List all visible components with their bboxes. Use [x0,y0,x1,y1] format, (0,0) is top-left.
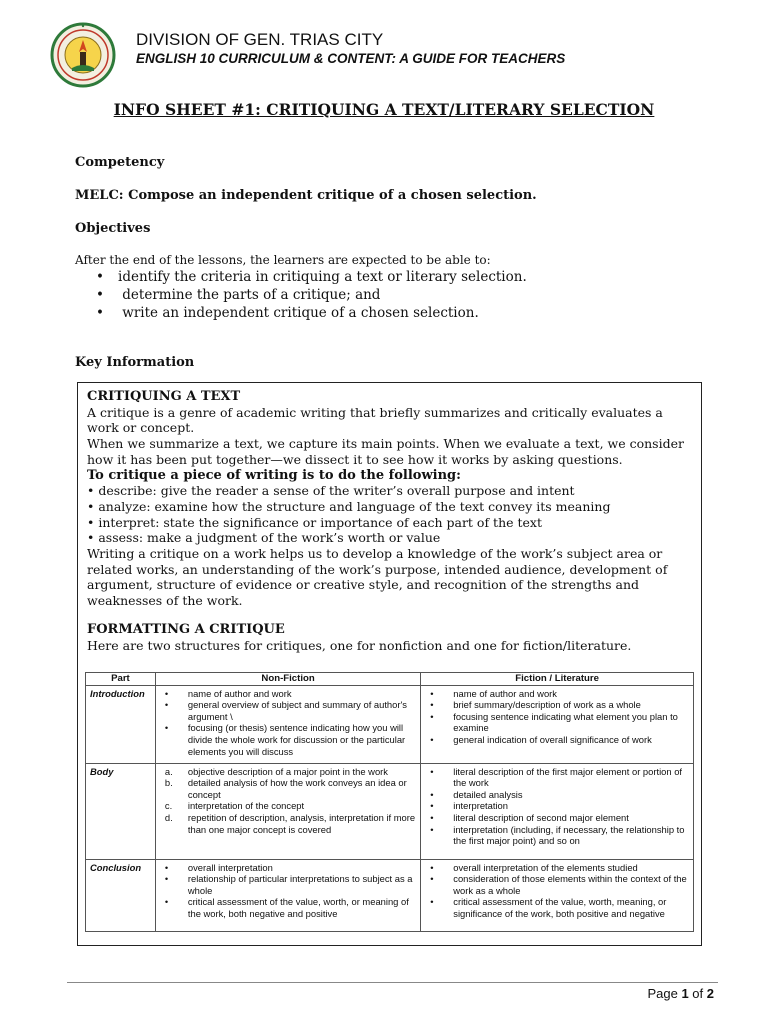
paragraph: Writing a critique on a work helps us to develop a knowledge of the work’s subject area or related works, an understanding of the work’s purpose, intended audience, development of argument, structure of evidence or creative style, and recognition of the strengths and weaknesses of the work. [87,546,668,609]
critique-structure-table [85,672,694,932]
section-heading: FORMATTING A CRITIQUE [87,621,285,637]
list-item: • literal description of second major element [430,811,629,823]
list-item: • name of author and work [164,687,292,699]
list-item: • describe: give the reader a sense of the writer’s overall purpose and intent [87,483,575,499]
list-item: • interpret: state the significance or importance of each part of the text [87,514,542,530]
list-item: • detailed analysis [430,788,523,800]
table-cell [155,859,420,931]
section-heading: CRITIQUING A TEXT [87,389,241,404]
table-cell: Body [86,763,156,859]
info-sheet-title: INFO SHEET #1: CRITIQUING A TEXT/LITERARY SELECTION [113,100,655,119]
division-title: DIVISION OF GEN. TRIAS CITY [136,30,384,49]
list-item: • determine the parts of a critique; and [96,287,381,303]
list-item: • overall interpretation of the elements studied [430,861,638,873]
list-item: • brief summary/description of work as a whole [430,699,641,711]
column-header: Fiction / Literature [421,673,694,686]
list-item: • write an independent critique of a chosen selection. [96,305,479,321]
list-item: b. detailed analysis of how the work conveys an idea or concept [164,777,407,800]
list-item: • general indication of overall significance of work [430,733,652,745]
table-header-row [86,673,694,686]
list-item: • critical assessment of the value, worth, meaning, or significance of the work, both positive and negative [430,896,667,919]
objectives-list [96,268,527,322]
list-item: • analyze: examine how the structure and language of the text convey its meaning [87,498,611,514]
paragraph-bold: To critique a piece of writing is to do the following: [87,467,461,483]
table-row [86,859,694,931]
column-header: Part [86,673,156,686]
list-item: c. interpretation of the concept [164,800,305,812]
page-number: Page 1 of 2 [647,986,714,1001]
document-header [50,20,730,80]
paragraph: Here are two structures for critiques, one for nonfiction and one for fiction/literature. [87,637,632,653]
list-item: • identify the criteria in critiquing a text or literary selection. [96,269,527,285]
paragraph: A critique is a genre of academic writing that briefly summarizes and critically evaluates a work or concept. [87,404,663,436]
list-item: • focusing (or thesis) sentence indicating how you will divide the whole work for discussion or the particular elements you will discuss [164,722,406,757]
paragraph: When we summarize a text, we capture its main points. When we evaluate a text, we consider how it has been put together—we dissect it to see how it works by asking questions. [87,436,684,467]
list-item: d. repetition of description, analysis, interpretation if more than one major concept is covered [164,811,416,835]
table-row [86,685,694,763]
competency-heading: Competency [75,155,165,170]
list-item: • relationship of particular interpretations to subject as a whole [164,873,413,896]
table-cell [155,763,420,859]
objectives-heading: Objectives [75,221,151,236]
table-cell [421,763,694,859]
list-item: • consideration of those elements within the context of the work as a whole [430,873,687,896]
table-row [86,763,694,859]
table-cell [155,685,420,763]
list-item: • assess: make a judgment of the work’s worth or value [87,530,441,546]
column-header: Non-Fiction [155,673,420,686]
table-cell: Introduction [86,685,156,763]
guide-subtitle: ENGLISH 10 CURRICULUM & CONTENT: A GUIDE FOR TEACHERS [136,51,566,66]
key-information-box [77,382,702,946]
list-item: • interpretation (including, if necessary, the relationship to the first major point) and so on [430,823,685,847]
list-item: • overall interpretation [164,861,273,873]
division-seal-icon [50,22,116,88]
objectives-intro: After the end of the lessons, the learners are expected to be able to: [75,253,491,267]
list-item: • literal description of the first major element or portion of the work [430,765,683,789]
melc-statement: MELC: Compose an independent critique of a chosen selection. [75,188,537,203]
key-information-heading: Key Information [75,355,195,370]
list-item: • focusing sentence indicating what element you plan to examine [430,710,678,734]
table-cell [421,685,694,763]
table-cell: Conclusion [86,859,156,931]
list-item: • general overview of subject and summary of author's argument \ [164,699,407,722]
list-item: • critical assessment of the value, worth, or meaning of the work, both negative and positive [164,896,409,919]
list-item: a. objective description of a major point in the work [164,765,388,777]
footer-divider [67,982,718,983]
list-item: • name of author and work [430,687,557,699]
table-cell [421,859,694,931]
list-item: • interpretation [430,800,508,812]
